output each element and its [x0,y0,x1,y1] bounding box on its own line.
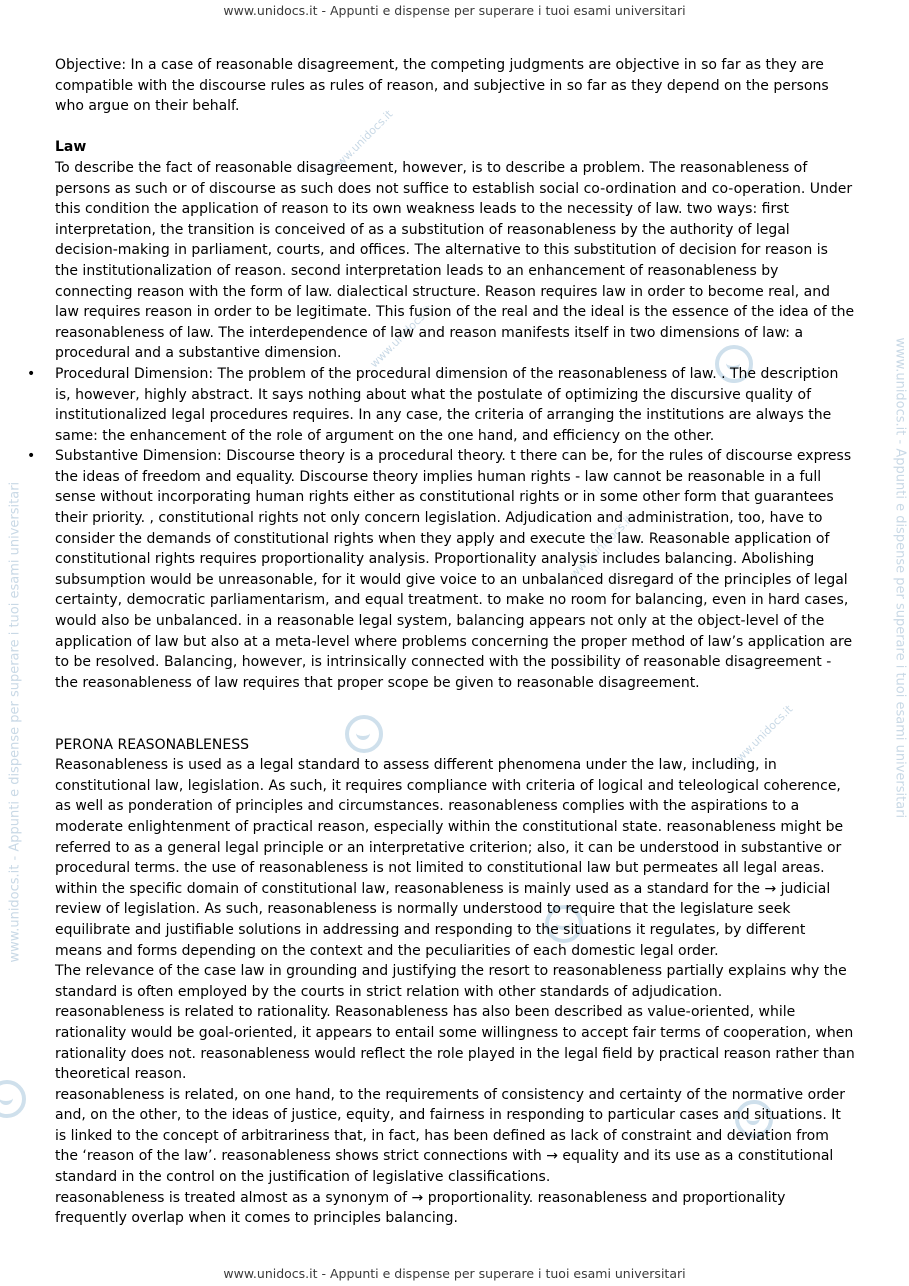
law-paragraph: To describe the fact of reasonable disagreement, however, is to describe a problem. The reasonableness of persons as such or of discourse as such does not suffice to establish social co-ordination and co-operation. Under this condition the application of reason to its own weakness leads to the necessity of law. two ways: first interpretation, the transition is conceived of as a substitution of reasonableness by the authority of legal decision-making in parliament, courts, and offices. The alternative to this substitution of decision for reason is the institutionalization of reason. second interpretation leads to an enhancement of reasonableness by connecting reason with the form of law. dialectical structure. Reason requires law in order to become real, and law requires reason in order to be legitimate. This fusion of the real and the ideal is the essence of the idea of the reasonableness of law. The interdependence of law and reason manifests itself in two dimensions of law: a procedural and a substantive dimension. [55,159,855,362]
watermark-side-left: www.unidocs.it - Appunti e dispense per superare i tuoi esami universitari [7,481,23,963]
perona-paragraph: reasonableness is treated almost as a synonym of → proportionality. reasonableness and proportionality frequently overlap when it comes to principles balancing. [55,1189,786,1227]
watermark-diagonal: www.unidocs.it [727,702,796,771]
law-heading: Law [55,139,87,156]
watermark-side-right: www.unidocs.it - Appunti e dispense per superare i tuoi esami universitari [892,337,908,819]
perona-paragraph: reasonableness is related to rationality. Reasonableness has also been described as value-oriented, while rationality would be goal-oriented, it appears to entail some willingness to accept fair terms of cooperation, when rationality does not. reasonableness would reflect the role played in the legal field by practical reason rather than theoretical reason. [55,1004,855,1083]
perona-paragraph: reasonableness is related, on one hand, to the requirements of consistency and certainty of the normative order and, on the other, to the ideas of justice, equity, and fairness in responding to particular cases and situations. It is linked to the concept of arbitrariness that, in fact, has been defined as lack of constraint and deviation from the ‘reason of the law’. reasonableness shows strict connections with → equality and its use as a constitutional standard in the control on the justification of legislative classifications. [55,1086,845,1186]
watermark-header: www.unidocs.it - Appunti e dispense per superare i tuoi esami universitari [223,3,686,18]
document-body [55,55,855,1229]
perona-paragraph: Reasonableness is used as a legal standard to assess different phenomena under the law, including, in constitutional law, legislation. As such, it requires compliance with criteria of logical and teleological coherence, as well as ponderation of principles and circumstances. reasonableness complies with the aspirations to a moderate enlightenment of practical reason, especially within the constitutional state. reasonableness might be referred to as a general legal principle or an interpretative criterion; also, it can be understood in substantive or procedural terms. the use of reasonableness is not limited to constitutional law but permeates all legal areas. within the specific domain of constitutional law, reasonableness is mainly used as a standard for the → judicial review of legislation. As such, reasonableness is normally understood to require that the legislature seek equilibrate and justifiable solutions in addressing and responding to the situations it regulates, by different means and forms depending on the context and the peculiarities of each domestic legal order. [55,757,844,959]
unidocs-logo-icon [0,1080,26,1118]
objective-paragraph: Objective: In a case of reasonable disagreement, the competing judgments are objective in so far as they are compatible with the discourse rules as rules of reason, and subjective in so far as they depend on the persons who argue on their behalf. [55,57,829,115]
list-item-procedural: • Procedural Dimension: The problem of the procedural dimension of the reasonableness of law. . The description is, however, highly abstract. It says nothing about what the postulate of optimizing the discursive quality of institutionalized legal procedures requires. In any case, the criteria of arranging the institutions are always the same: the enhancement of the role of argument on the one hand, and efficiency on the other. [55,364,855,446]
watermark-footer: www.unidocs.it - Appunti e dispense per superare i tuoi esami universitari [223,1266,686,1281]
watermark-diagonal: www.unidocs.it [567,512,636,581]
perona-paragraph: The relevance of the case law in grounding and justifying the resort to reasonableness partially explains why the standard is often employed by the courts in strict relation with other standards of adjudication. [55,963,847,1000]
perona-heading: PERONA REASONABLENESS [55,736,249,753]
watermark-diagonal: www.unidocs.it [367,302,436,371]
dimension-list [55,364,855,694]
list-item-substantive: • Substantive Dimension: Discourse theory is a procedural theory. t there can be, for the rules of discourse express the ideas of freedom and equality. Discourse theory implies human rights - law cannot be reasonable in a full sense without incorporating human rights either as constitutional rights or in some other form that guarantees their priority. , constitutional rights not only concern legislation. Adjudication and administration, too, have to consider the demands of constitutional rights when they apply and execute the law. Reasonable application of constitutional rights requires proportionality analysis. Proportionality analysis includes balancing. Abolishing subsumption would be unreasonable, for it would give voice to an unbalanced disregard of the principles of legal certainty, democratic parliamentarism, and equal treatment. to make no room for balancing, even in hard cases, would also be unbalanced. in a reasonable legal system, balancing appears not only at the object-level of the application of law but also at a meta-level where problems concerning the proper method of law’s application are to be resolved. Balancing, however, is intrinsically connected with the possibility of reasonable disagreement - the reasonableness of law requires that proper scope be given to reasonable disagreement. [55,446,855,693]
watermark-diagonal: www.unidocs.it [327,107,396,176]
